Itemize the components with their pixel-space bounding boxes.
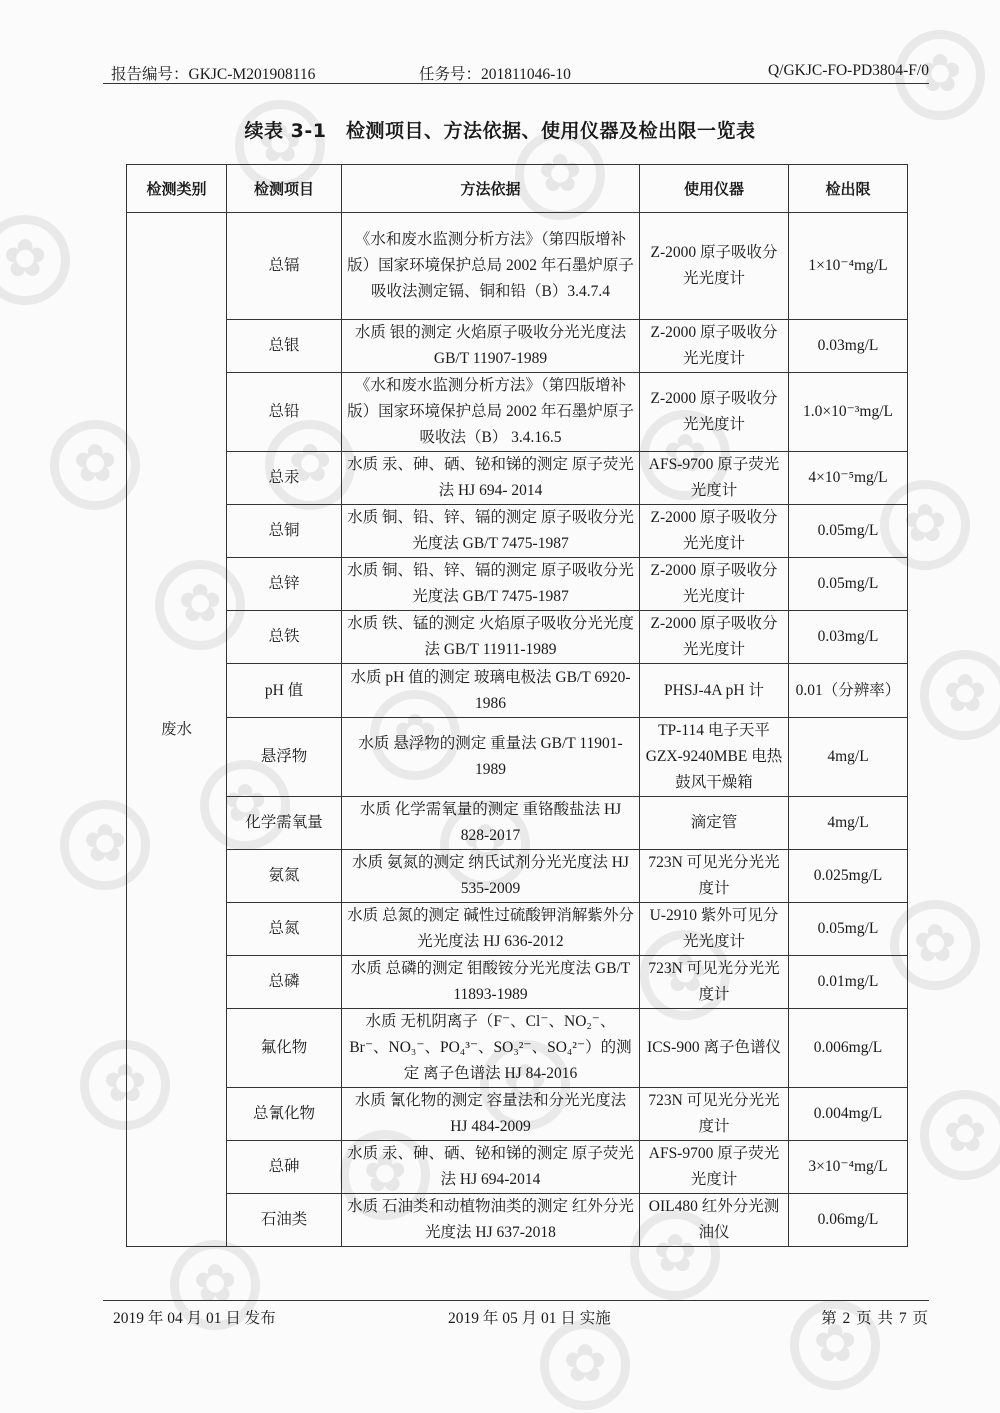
instrument-cell: U-2910 紫外可见分光光度计 <box>640 903 789 956</box>
limit-cell: 0.05mg/L <box>789 903 908 956</box>
table-row <box>127 903 908 956</box>
table-title: 续表 3-1 检测项目、方法依据、使用仪器及检出限一览表 <box>244 120 756 142</box>
item-cell: 氨氮 <box>227 850 342 903</box>
item-cell: 总砷 <box>227 1141 342 1194</box>
method-cell: 水质 汞、砷、硒、铋和锑的测定 原子荧光法 HJ 694- 2014 <box>342 452 640 505</box>
item-cell: 总铅 <box>227 373 342 452</box>
instrument-cell: Z-2000 原子吸收分光光度计 <box>640 558 789 611</box>
item-cell: 总汞 <box>227 452 342 505</box>
method-cell: 水质 总氮的测定 碱性过硫酸钾消解紫外分光光度法 HJ 636-2012 <box>342 903 640 956</box>
limit-cell: 4mg/L <box>789 718 908 797</box>
limit-cell: 0.05mg/L <box>789 505 908 558</box>
instrument-cell: PHSJ-4A pH 计 <box>640 664 789 718</box>
method-cell: 水质 铜、铅、锌、镉的测定 原子吸收分光光度法 GB/T 7475-1987 <box>342 505 640 558</box>
method-cell: 水质 石油类和动植物油类的测定 红外分光光度法 HJ 637-2018 <box>342 1194 640 1247</box>
item-cell: 石油类 <box>227 1194 342 1247</box>
column-header-instrument: 使用仪器 <box>640 165 789 213</box>
watermark-seal-icon <box>0 215 70 305</box>
instrument-cell: Z-2000 原子吸收分光光度计 <box>640 505 789 558</box>
method-cell: 《水和废水监测分析方法》（第四版增补版）国家环境保护总局 2002 年石墨炉原子吸收法（B） 3.4.16.5 <box>342 373 640 452</box>
instrument-cell: AFS-9700 原子荧光光度计 <box>640 1141 789 1194</box>
table-row <box>127 611 908 664</box>
instrument-cell: AFS-9700 原子荧光光度计 <box>640 452 789 505</box>
item-cell: 化学需氧量 <box>227 797 342 850</box>
document-code: Q/GKJC-FO-PD3804-F/0 <box>767 62 929 79</box>
column-header-category: 检测类别 <box>127 165 227 213</box>
watermark-seal-icon <box>920 650 1000 740</box>
table-row <box>127 1088 908 1141</box>
column-header-limit: 检出限 <box>789 165 908 213</box>
limit-cell: 1×10⁻⁴mg/L <box>789 213 908 320</box>
limit-cell: 0.03mg/L <box>789 320 908 373</box>
limit-cell: 4×10⁻⁵mg/L <box>789 452 908 505</box>
page-number: 第 2 页 共 7 页 <box>821 1310 929 1327</box>
instrument-cell: Z-2000 原子吸收分光光度计 <box>640 373 789 452</box>
method-cell: 水质 氨氮的测定 纳氏试剂分光光度法 HJ 535-2009 <box>342 850 640 903</box>
table-row <box>127 718 908 797</box>
limit-cell: 0.03mg/L <box>789 611 908 664</box>
watermark-seal-icon <box>540 1320 630 1410</box>
method-cell: 水质 铜、铅、锌、镉的测定 原子吸收分光光度法 GB/T 7475-1987 <box>342 558 640 611</box>
item-cell: 总氮 <box>227 903 342 956</box>
task-number: 任务号：201811046-10 <box>419 66 571 83</box>
method-cell: 水质 化学需氧量的测定 重铬酸盐法 HJ 828-2017 <box>342 797 640 850</box>
issue-date: 2019 年 04 月 01 日 发布 <box>113 1310 276 1327</box>
method-cell: 水质 汞、砷、硒、铋和锑的测定 原子荧光法 HJ 694-2014 <box>342 1141 640 1194</box>
item-cell: 总锌 <box>227 558 342 611</box>
table-row <box>127 505 908 558</box>
table-row <box>127 213 908 320</box>
item-cell: 氟化物 <box>227 1009 342 1088</box>
table-row <box>127 850 908 903</box>
table-row <box>127 320 908 373</box>
table-row <box>127 664 908 718</box>
instrument-cell: 723N 可见光分光光度计 <box>640 1088 789 1141</box>
watermark-seal-icon <box>920 1090 1000 1180</box>
item-cell: 总铜 <box>227 505 342 558</box>
limit-cell: 0.004mg/L <box>789 1088 908 1141</box>
table-row <box>127 452 908 505</box>
table-row <box>127 373 908 452</box>
column-header-method: 方法依据 <box>342 165 640 213</box>
instrument-cell: 723N 可见光分光光度计 <box>640 956 789 1009</box>
limit-cell: 0.025mg/L <box>789 850 908 903</box>
category-cell: 废水 <box>127 213 227 1247</box>
item-cell: 悬浮物 <box>227 718 342 797</box>
item-cell: 总银 <box>227 320 342 373</box>
item-cell: pH 值 <box>227 664 342 718</box>
method-cell: 水质 氰化物的测定 容量法和分光光度法 HJ 484-2009 <box>342 1088 640 1141</box>
report-number: 报告编号：GKJC-M201908116 <box>111 66 316 83</box>
page-header <box>103 58 929 84</box>
table-row <box>127 797 908 850</box>
instrument-cell: 滴定管 <box>640 797 789 850</box>
method-cell: 水质 总磷的测定 钼酸铵分光光度法 GB/T 11893-1989 <box>342 956 640 1009</box>
limit-cell: 0.05mg/L <box>789 558 908 611</box>
item-cell: 总铁 <box>227 611 342 664</box>
limit-cell: 0.01（分辨率） <box>789 664 908 718</box>
limit-cell: 0.06mg/L <box>789 1194 908 1247</box>
table-row <box>127 558 908 611</box>
table-row <box>127 1194 908 1247</box>
instrument-cell: ICS-900 离子色谱仪 <box>640 1009 789 1088</box>
limit-cell: 3×10⁻⁴mg/L <box>789 1141 908 1194</box>
table-row <box>127 1009 908 1088</box>
instrument-cell: Z-2000 原子吸收分光光度计 <box>640 213 789 320</box>
effective-date: 2019 年 05 月 01 日 实施 <box>448 1310 611 1327</box>
item-cell: 总氰化物 <box>227 1088 342 1141</box>
method-cell: 水质 铁、锰的测定 火焰原子吸收分光光度法 GB/T 11911-1989 <box>342 611 640 664</box>
method-cell: 《水和废水监测分析方法》（第四版增补版）国家环境保护总局 2002 年石墨炉原子吸收法测定镉、铜和铅（B）3.4.7.4 <box>342 213 640 320</box>
detection-items-table <box>126 164 908 1247</box>
method-cell: 水质 pH 值的测定 玻璃电极法 GB/T 6920-1986 <box>342 664 640 718</box>
column-header-item: 检测项目 <box>227 165 342 213</box>
limit-cell: 0.006mg/L <box>789 1009 908 1088</box>
limit-cell: 1.0×10⁻³mg/L <box>789 373 908 452</box>
method-cell: 水质 无机阴离子（F⁻、Cl⁻、NO₂⁻、Br⁻、NO₃⁻、PO₄³⁻、SO₃²⁻、SO₄²⁻）的测定 离子色谱法 HJ 84-2016 <box>342 1009 640 1088</box>
instrument-cell: TP-114 电子天平 GZX-9240MBE 电热鼓风干燥箱 <box>640 718 789 797</box>
item-cell: 总镉 <box>227 213 342 320</box>
method-cell: 水质 悬浮物的测定 重量法 GB/T 11901-1989 <box>342 718 640 797</box>
table-row <box>127 1141 908 1194</box>
instrument-cell: OIL480 红外分光测油仪 <box>640 1194 789 1247</box>
table-header-row <box>127 165 908 213</box>
table-row <box>127 956 908 1009</box>
method-cell: 水质 银的测定 火焰原子吸收分光光度法 GB/T 11907-1989 <box>342 320 640 373</box>
instrument-cell: Z-2000 原子吸收分光光度计 <box>640 320 789 373</box>
page-footer <box>103 1300 929 1327</box>
item-cell: 总磷 <box>227 956 342 1009</box>
limit-cell: 0.01mg/L <box>789 956 908 1009</box>
instrument-cell: Z-2000 原子吸收分光光度计 <box>640 611 789 664</box>
instrument-cell: 723N 可见光分光光度计 <box>640 850 789 903</box>
limit-cell: 4mg/L <box>789 797 908 850</box>
